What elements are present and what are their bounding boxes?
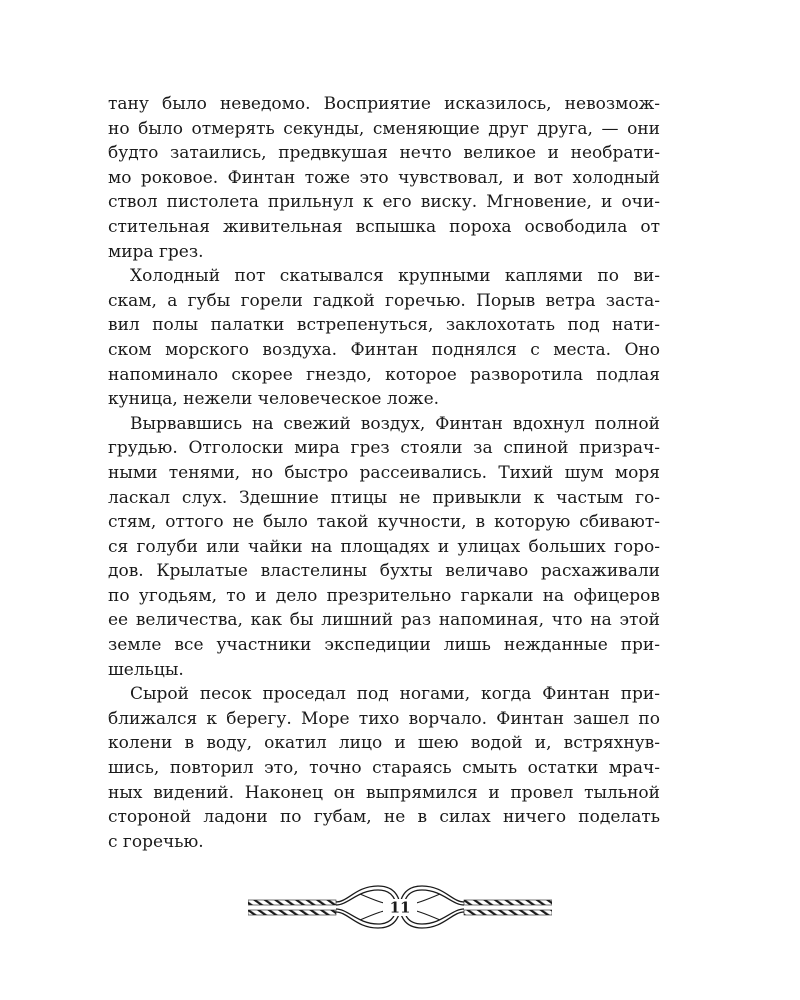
text-line: ее величества, как бы лишний раз напоминая, что на этой bbox=[108, 610, 660, 631]
text-line: Холодный пот скатывался крупными каплями по ви- bbox=[130, 266, 660, 287]
text-line: Вырвавшись на свежий воздух, Финтан вдохнул полной bbox=[130, 413, 660, 434]
text-line: ском морского воздуха. Финтан поднялся с места. Оно bbox=[108, 339, 660, 360]
rope-left-lower bbox=[248, 910, 336, 915]
text-line: ласкал слух. Здешние птицы не привыкли к частым го- bbox=[108, 487, 660, 508]
text-line: ных видений. Наконец он выпрямился и провел тыльной bbox=[108, 782, 660, 803]
text-line: вил полы палатки встрепенуться, заклохотать под нати- bbox=[108, 315, 660, 336]
text-line: мира грез. bbox=[108, 241, 204, 262]
text-line: ближался к берегу. Море тихо ворчало. Финтан зашел по bbox=[108, 708, 660, 729]
text-line: скам, а губы горели гадкой горечью. Порыв ветра заста- bbox=[108, 290, 660, 311]
text-line: стительная живительная вспышка пороха освободила от bbox=[108, 216, 660, 237]
text-line: куница, нежели человеческое ложе. bbox=[108, 389, 440, 410]
rope-right-upper bbox=[464, 900, 552, 905]
page-footer bbox=[248, 882, 552, 932]
text-line: земле все участники экспедиции лишь нежданные при- bbox=[108, 635, 660, 656]
paragraph bbox=[108, 682, 660, 854]
text-line: ся голуби или чайки на площадях и улицах больших горо- bbox=[108, 536, 660, 557]
paragraph bbox=[108, 412, 660, 683]
page-number: 11 bbox=[389, 898, 411, 917]
rope-right-lower bbox=[464, 910, 552, 915]
rope-knot-icon bbox=[248, 882, 552, 932]
text-line: мо роковое. Финтан тоже это чувствовал, и вот холодный bbox=[108, 167, 660, 188]
text-line: шельцы. bbox=[108, 659, 184, 680]
text-line: по угодьям, то и дело презрительно гаркали на офицеров bbox=[108, 585, 660, 606]
paragraph bbox=[108, 264, 660, 412]
text-line: стороной ладони по губам, не в силах ничего поделать bbox=[108, 807, 660, 828]
text-line: будто затаились, предвкушая нечто великое и необрати- bbox=[108, 143, 660, 164]
text-line: ствол пистолета прильнул к его виску. Мгновение, и очи- bbox=[108, 192, 660, 213]
text-line: напоминало скорее гнездо, которое разворотила подлая bbox=[108, 364, 660, 385]
text-line: но было отмерять секунды, сменяющие друг друга, — они bbox=[108, 118, 660, 139]
text-line: Сырой песок проседал под ногами, когда Финтан при- bbox=[130, 684, 660, 705]
text-line: дов. Крылатые властелины бухты величаво расхаживали bbox=[108, 561, 660, 582]
text-line: ными тенями, но быстро рассеивались. Тихий шум моря bbox=[108, 462, 660, 483]
text-line: колени в воду, окатил лицо и шею водой и, встряхнув- bbox=[108, 733, 660, 754]
text-line: с горечью. bbox=[108, 831, 204, 852]
text-line: шись, повторил это, точно стараясь смыть остатки мрач- bbox=[108, 758, 660, 779]
text-line: тану было неведомо. Восприятие исказилось, невозмож- bbox=[108, 94, 660, 114]
body-text bbox=[108, 92, 660, 854]
text-line: грудью. Отголоски мира грез стояли за спиной призрач- bbox=[108, 438, 660, 459]
text-line: стям, оттого не было такой кучности, в которую сбивают- bbox=[108, 512, 660, 533]
rope-left-upper bbox=[248, 900, 336, 905]
paragraph bbox=[108, 92, 660, 264]
